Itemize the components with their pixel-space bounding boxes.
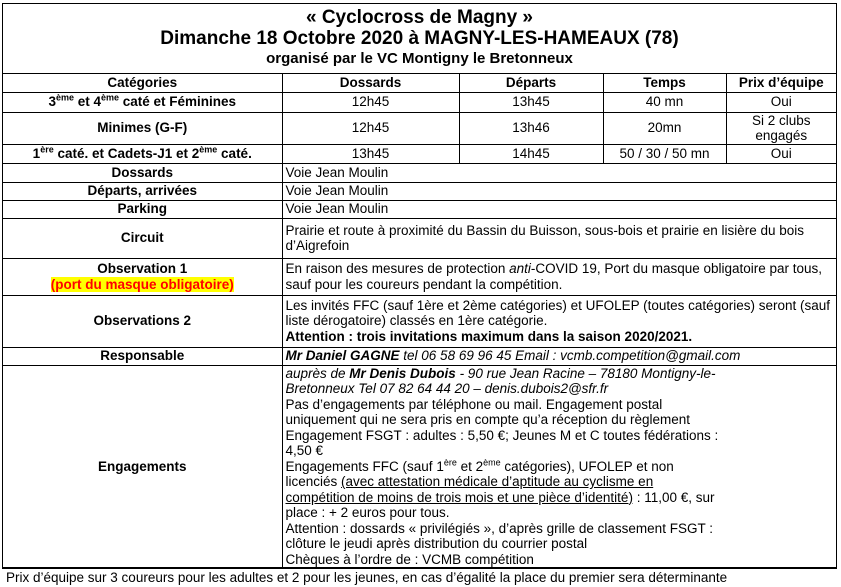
race-dossards: 12h45 [282, 112, 459, 144]
observation2-label: Observations 2 [3, 295, 282, 347]
race-temps: 20mn [603, 112, 726, 144]
dossards-label: Dossards [3, 163, 282, 182]
parking-row [3, 200, 836, 218]
departs-value: Voie Jean Moulin [282, 182, 836, 200]
dossards-value: Voie Jean Moulin [282, 163, 836, 182]
race-temps: 40 mn [603, 92, 726, 112]
race-departs: 13h45 [459, 92, 603, 112]
observation1-text: En raison des mesures de protection anti-COVID 19, Port du masque obligatoire par tous, sauf pour les coureurs pendant la compétition. [282, 258, 836, 295]
table-header-row [3, 74, 836, 92]
race-departs: 14h45 [459, 144, 603, 163]
col-header-prix: Prix d’équipe [726, 74, 836, 92]
responsable-value: Mr Daniel GAGNE tel 06 58 69 96 45 Email : vcmb.competition@gmail.com [282, 347, 836, 365]
info-table [3, 74, 836, 587]
dossards-row [3, 163, 836, 182]
observation1-label-cell [3, 258, 282, 295]
race-category: 1ère caté. et Cadets-J1 et 2ème caté. [3, 144, 282, 163]
observation2-row [3, 295, 836, 347]
observation1-label: Observation 1 [97, 261, 188, 276]
event-organizer: organisé par le VC Montigny le Bretonneux [266, 50, 573, 67]
circuit-value: Prairie et route à proximité du Bassin du Buisson, sous-bois et prairie en lisière du bois d’Aigrefoin [282, 218, 836, 258]
race-departs: 13h46 [459, 112, 603, 144]
race-prix: Si 2 clubs engagés [726, 112, 836, 144]
race-row [3, 112, 836, 144]
race-temps: 50 / 30 / 50 mn [603, 144, 726, 163]
observation2-attention: Attention : trois invitations maximum dans la saison 2020/2021. [285, 328, 693, 344]
race-info-sheet [2, 3, 837, 585]
responsable-row [3, 347, 836, 365]
race-dossards: 13h45 [282, 144, 459, 163]
observation2-text: Les invités FFC (sauf 1ère et 2ème catégories) et UFOLEP (toutes catégories) seront (sauf liste dérogatoire) classés en 1ère catégorie. Attention : trois invitations maximum dans la saison 2020/2021. [282, 295, 836, 347]
parking-label: Parking [3, 200, 282, 218]
race-row [3, 144, 836, 163]
race-category: 3ème et 4ème caté et Féminines [3, 92, 282, 112]
departs-label: Départs, arrivées [3, 182, 282, 200]
parking-value: Voie Jean Moulin [282, 200, 836, 218]
col-header-categories: Catégories [3, 74, 282, 92]
race-category: Minimes (G-F) [3, 112, 282, 144]
engagements-ffc: Engagements FFC (sauf 1ère et 2ème catégories), UFOLEP et non licenciés (avec attestation médicale d’aptitude au cyclisme en compétition de moins de trois mois et une pièce d’identité) : 11,00 €, sur place : + 2 euros pour tous. [285, 457, 715, 520]
race-dossards: 12h45 [282, 92, 459, 112]
footer-note: Prix d’équipe sur 3 coureurs pour les adultes et 2 pour les jeunes, en cas d’égalité la place du premier sera déterminante [3, 568, 836, 587]
departs-row [3, 182, 836, 200]
mask-warning: (port du masque obligatoire) [50, 276, 234, 292]
event-date-place: Dimanche 18 Octobre 2020 à MAGNY-LES-HAMEAUX (78) [160, 28, 679, 49]
circuit-row [3, 218, 836, 258]
header [3, 4, 836, 74]
race-row [3, 92, 836, 112]
col-header-temps: Temps [603, 74, 726, 92]
responsable-label: Responsable [3, 347, 282, 365]
race-prix: Oui [726, 92, 836, 112]
engagements-row [3, 365, 836, 568]
col-header-dossards: Dossards [282, 74, 459, 92]
engagements-text: auprès de Mr Denis Dubois - 90 rue Jean Racine – 78180 Montigny-le-Bretonneux Tel 07 82 64 44 20 – denis.dubois2@sfr.fr Pas d’engagements par téléphone ou mail. Engagement postal uniquement qui ne sera pris en compte qu’a réception du règlement Engagement FSGT : adultes : 5,50 €; Jeunes M et C toutes fédérations : 4,50 € Engagements FFC (sauf 1ère et 2ème catégories), UFOLEP et non licenciés (avec attestation médicale d’aptitude au cyclisme en compétition de moins de trois mois et une pièce d’identité) : 11,00 €, sur place : + 2 euros pour tous. Attention : dossards « privilégiés », d’après grille de classement FSGT : clôture le jeudi après distribution du courrier postal Chèques à l’ordre de : VCMB compétition [282, 365, 836, 568]
engagements-label: Engagements [3, 365, 282, 568]
footer-row [3, 568, 836, 587]
event-title: « Cyclocross de Magny » [305, 7, 534, 28]
col-header-departs: Départs [459, 74, 603, 92]
observation1-row [3, 258, 836, 295]
engagements-contact: auprès de Mr Denis Dubois - 90 rue Jean Racine – 78180 Montigny-le-Bretonneux Tel 07 82 64 44 20 – denis.dubois2@sfr.fr [285, 365, 716, 396]
circuit-label: Circuit [3, 218, 282, 258]
race-prix: Oui [726, 144, 836, 163]
